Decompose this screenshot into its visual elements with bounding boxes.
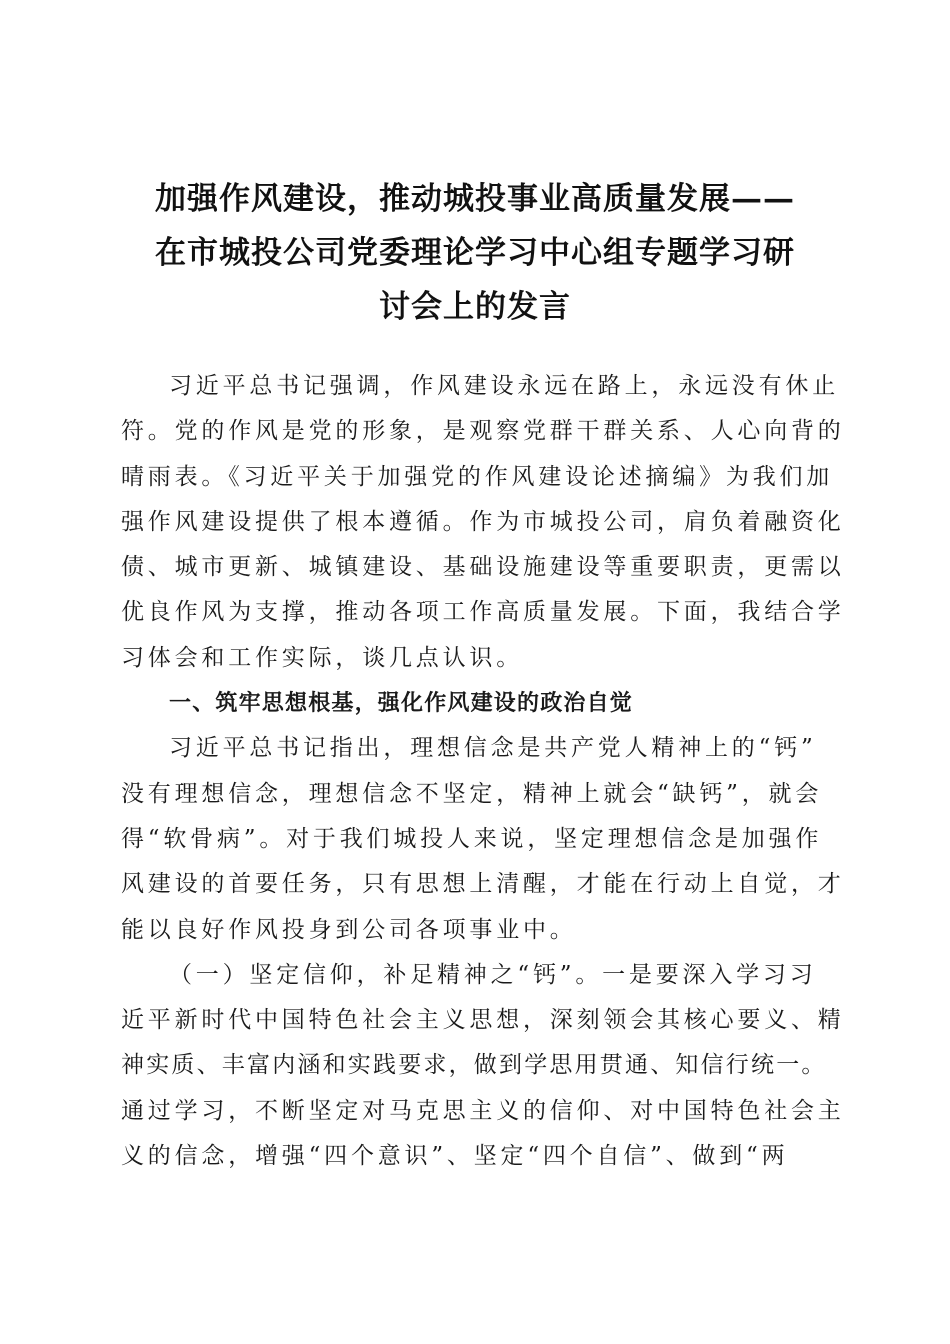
paragraph-line: 优良作风为支撑，推动各项工作高质量发展。下面，我结合学 (121, 599, 845, 626)
paragraph-line: 强作风建设提供了根本遵循。作为市城投公司，肩负着融资化 (121, 508, 845, 535)
document-body (121, 364, 845, 1179)
paragraph-line: 风建设的首要任务，只有思想上清醒，才能在行动上自觉，才 (121, 871, 845, 898)
paragraph-line: 晴雨表。《习近平关于加强党的作风建设论述摘编》为我们加 (121, 463, 834, 490)
paragraph-line: 近平新时代中国特色社会主义思想，深刻领会其核心要义、精 (121, 1007, 845, 1034)
paragraph-line: 神实质、丰富内涵和实践要求，做到学思用贯通、知信行统一。 (121, 1052, 827, 1079)
title-line: 在市城投公司党委理论学习中心组专题学习研 (155, 235, 795, 271)
paragraph-line: （一）坚定信仰，补足精神之“钙”。一是要深入学习习 (169, 961, 817, 988)
paragraph-line: 习近平总书记指出，理想信念是共产党人精神上的“钙” (169, 735, 817, 762)
title-line: 讨会上的发言 (379, 289, 571, 325)
paragraph-line: 习体会和工作实际，谈几点认识。 (121, 644, 523, 671)
paragraph-line: 能以良好作风投身到公司各项事业中。 (121, 916, 577, 943)
paragraph-line: 债、城市更新、城镇建设、基础设施建设等重要职责，更需以 (121, 554, 845, 581)
section-heading: 一、筑牢思想根基，强化作风建设的政治自觉 (169, 691, 634, 717)
paragraph-line: 没有理想信念，理想信念不坚定，精神上就会“缺钙”，就会 (121, 780, 823, 807)
document-title (100, 172, 850, 334)
paragraph-line: 通过学习，不断坚定对马克思主义的信仰、对中国特色社会主 (121, 1097, 845, 1124)
paragraph-line: 得“软骨病”。对于我们城投人来说，坚定理想信念是加强作 (121, 825, 823, 852)
paragraph-line: 义的信念，增强“四个意识”、坚定“四个自信”、做到“两 (121, 1143, 789, 1170)
paragraph-line: 习近平总书记强调，作风建设永远在路上，永远没有休止 (169, 373, 839, 399)
title-line: 加强作风建设，推动城投事业高质量发展—— (155, 181, 795, 217)
paragraph-line: 符。党的作风是党的形象，是观察党群干群关系、人心向背的 (121, 418, 845, 445)
